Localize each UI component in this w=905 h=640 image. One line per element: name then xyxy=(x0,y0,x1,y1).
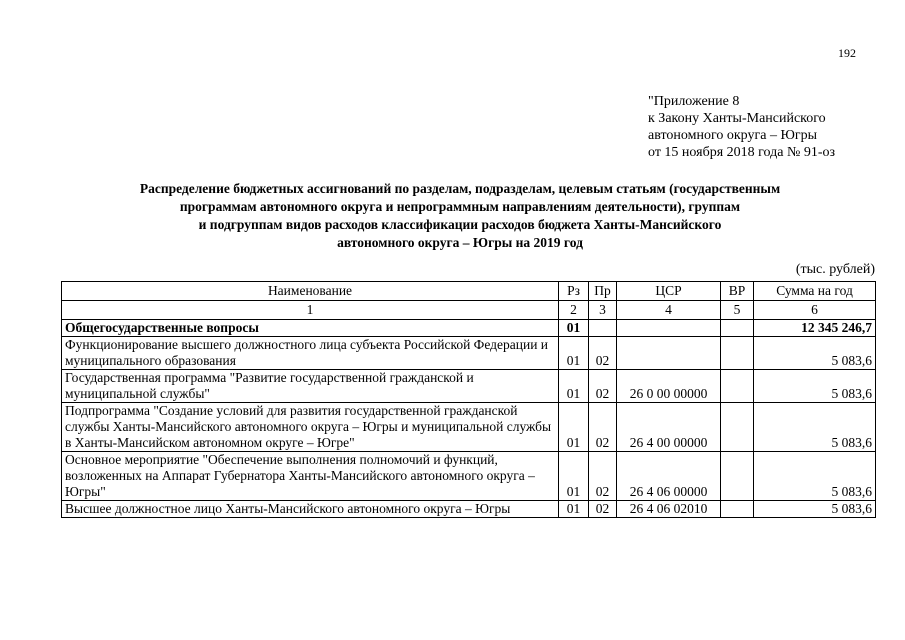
header-sum: Сумма на год xyxy=(754,282,876,301)
column-number: 3 xyxy=(589,301,617,320)
document-title xyxy=(60,180,860,252)
row-sum: 5 083,6 xyxy=(754,337,876,370)
row-pr: 02 xyxy=(589,501,617,518)
column-number: 2 xyxy=(559,301,589,320)
table-row xyxy=(62,337,876,370)
header-name: Наименование xyxy=(62,282,559,301)
row-rz: 01 xyxy=(559,320,589,337)
title-line: Распределение бюджетных ассигнований по разделам, подразделам, целевым статьям (государственным xyxy=(139,181,781,196)
row-name: Подпрограмма "Создание условий для развития государственной гражданской службы Ханты-Мансийского автономного округа – Югры и муниципальной службы в Ханты-Мансийском автономном округе – Югре" xyxy=(62,403,559,452)
row-name: Основное мероприятие "Обеспечение выполнения полномочий и функций, возложенных на Аппарат Губернатора Ханты-Мансийского автономного округа – Югры" xyxy=(62,452,559,501)
row-name: Функционирование высшего должностного лица субъекта Российской Федерации и муниципального образования xyxy=(62,337,559,370)
header-rz: Рз xyxy=(559,282,589,301)
column-number: 4 xyxy=(617,301,721,320)
table-row xyxy=(62,370,876,403)
row-csr: 26 0 00 00000 xyxy=(617,370,721,403)
appendix-line: автономного округа – Югры xyxy=(648,128,817,143)
row-pr: 02 xyxy=(589,337,617,370)
header-pr: Пр xyxy=(589,282,617,301)
row-rz: 01 xyxy=(559,337,589,370)
row-sum: 5 083,6 xyxy=(754,452,876,501)
appendix-line: к Закону Ханты-Мансийского xyxy=(648,111,826,126)
appendix-line: "Приложение 8 xyxy=(648,94,740,109)
title-line: программам автономного округа и непрограммным направлениям деятельности), группам xyxy=(179,199,741,214)
column-number: 6 xyxy=(754,301,876,320)
appendix-reference xyxy=(648,93,835,161)
header-vr: ВР xyxy=(721,282,754,301)
row-sum: 5 083,6 xyxy=(754,501,876,518)
column-number: 5 xyxy=(721,301,754,320)
row-vr xyxy=(721,337,754,370)
row-vr xyxy=(721,370,754,403)
row-sum: 12 345 246,7 xyxy=(754,320,876,337)
budget-table xyxy=(61,281,876,518)
row-csr xyxy=(617,337,721,370)
row-vr xyxy=(721,452,754,501)
row-vr xyxy=(721,501,754,518)
row-name: Общегосударственные вопросы xyxy=(62,320,559,337)
row-rz: 01 xyxy=(559,370,589,403)
row-rz: 01 xyxy=(559,452,589,501)
row-csr: 26 4 00 00000 xyxy=(617,403,721,452)
row-pr: 02 xyxy=(589,452,617,501)
table-header-row xyxy=(62,282,876,301)
row-pr: 02 xyxy=(589,403,617,452)
row-csr xyxy=(617,320,721,337)
row-pr: 02 xyxy=(589,370,617,403)
row-csr: 26 4 06 02010 xyxy=(617,501,721,518)
title-line: и подгруппам видов расходов классификации расходов бюджета Ханты-Мансийского xyxy=(198,217,722,232)
table-row xyxy=(62,501,876,518)
table-row xyxy=(62,320,876,337)
row-rz: 01 xyxy=(559,501,589,518)
row-pr xyxy=(589,320,617,337)
appendix-line: от 15 ноября 2018 года № 91-оз xyxy=(648,145,836,160)
table-row xyxy=(62,452,876,501)
row-name: Высшее должностное лицо Ханты-Мансийского автономного округа – Югры xyxy=(62,501,559,518)
table-row xyxy=(62,403,876,452)
row-vr xyxy=(721,403,754,452)
title-line: автономного округа – Югры на 2019 год xyxy=(337,235,583,250)
column-number: 1 xyxy=(62,301,559,320)
row-rz: 01 xyxy=(559,403,589,452)
row-sum: 5 083,6 xyxy=(754,370,876,403)
row-name: Государственная программа "Развитие государственной гражданской и муниципальной службы" xyxy=(62,370,559,403)
column-number-row xyxy=(62,301,876,320)
page-number: 192 xyxy=(838,46,856,60)
header-csr: ЦСР xyxy=(617,282,721,301)
row-sum: 5 083,6 xyxy=(754,403,876,452)
row-csr: 26 4 06 00000 xyxy=(617,452,721,501)
row-vr xyxy=(721,320,754,337)
units-label: (тыс. рублей) xyxy=(795,262,875,277)
